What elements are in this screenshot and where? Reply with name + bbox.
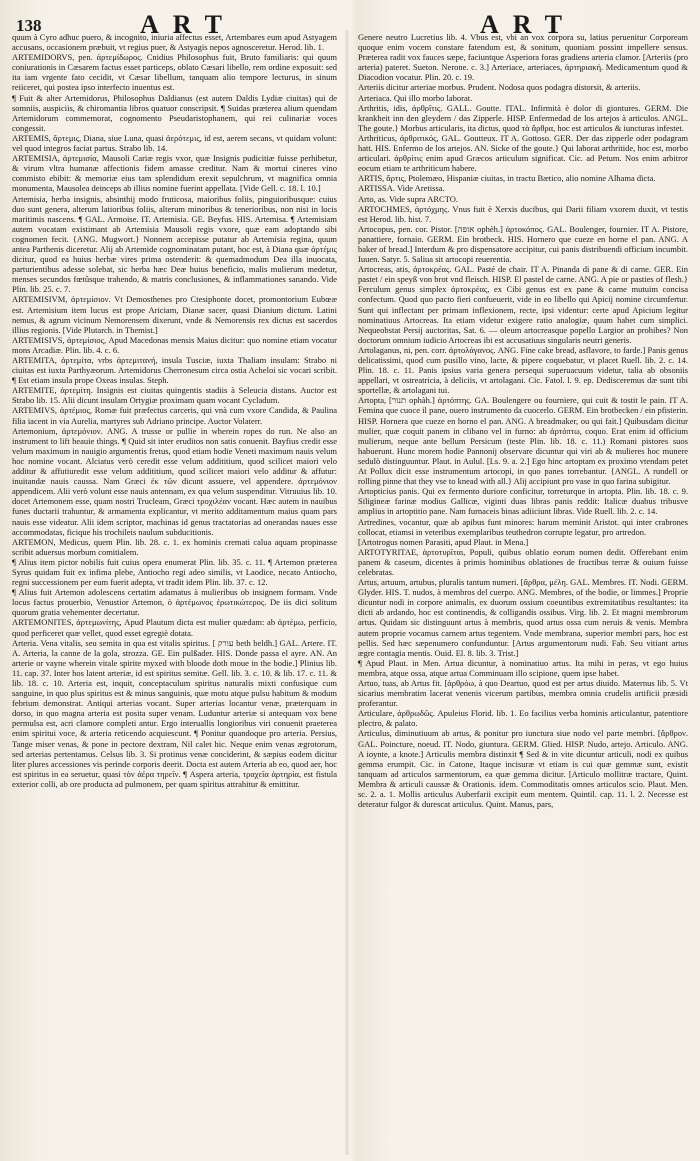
dictionary-entry: Artocopus, pen. cor. Pistor. [אופה ophèh.] ἀρτοκόπος. GAL. Boulenger, fournier. IT A. Pistore, panattiere, fornaio. GERM. Ein brotbeck. HIS. Hornero que cueze en horne el pan. ANG. A baker of bread.] Interdum & pro dispensatore accipitur, cui panis distribuendi officium incumbit. Iuuen. Satyr. 5. Saliua sit artocopi reuerentia. bbox=[358, 223, 688, 265]
dictionary-entry: Arthritis, idis, ἀρθρῖτις. GALL. Goutte. ITAL. Infirmità è dolor di giontures. GERM. Die krankheit inn den gleydern / das Zipperle. HISP. Enfermedad de los artejos à articulos. ANGL. The goute.} Morbus articularis, ita dictus, quod τὰ ἄρθρα, hoc est articulos & iuncturas infestet. bbox=[358, 102, 688, 133]
dictionary-entry: Genere neutro Lucretius lib. 4. Vbus est, vbi an vox corpora su, latius peruenitur Corpoream quoque enim vocem constare fatendum est, & sonitum, quoniam possint impellere sensus. Præterea radit vox fauces sæpe, faciuntque Asperiora foras gradiens arteria clamor. [Arteriis (pro arteria) pateret. Sueton. Nerone. c. 3.] Arteriace, arteriaces, ἀρτηριακή. Medicamentum quod & Diacodion vocatur. Plin. 20. c. 19. bbox=[358, 32, 688, 83]
dictionary-entry: Artolaganus, ni, pen. corr. ἀρτολάγανος. ANG. Fine cake bread, asflavore, to farde.] Panis genus delicatissimi, quod cum pusillo vino, lacte, & pipere coquebatur, vt placet Ruell. lib. 2. c. 14. Plin. 18. c. 11. Panis ipsius varia genera persequi superuacuum videtur, talia ab obsoniis appellari, vt ostreatricia, à deliciis, vt artolagani. Cic. Fatol. l. 9. ep. Dedisceremus dæ sunt tibi sportellæ, & artolagani tui. bbox=[358, 344, 688, 396]
dictionary-entry: ¶ Alius item pictor nobilis fuit cuius opera enumerat Plin. lib. 35. c. 11. ¶ Artemon præterea Syrus quidam fuit ex infima plebe, Antiocho regi adeo similis, vt Laodice, necato Antiocho, regni successionem per eum fuerit adepta, vt tradit idem Plin. lib. 37. c. 12. bbox=[12, 556, 337, 588]
dictionary-entry: quum à Cyro adhuc puero, & incognito, iniuria affectus esset, Artembares eum apud Astyagem accusans, occasionem præbuit, vt regius puer, & Astyagis nepos agnosceretur. Herod. lib. 1. bbox=[12, 32, 337, 53]
dictionary-entry: ¶ Fuit & alter Artemidorus, Philosophus Daldianus (est autem Daldis Lydiæ ciuitas) qui de somniis, auspiciis, & chiromantia libros quatuor conscripsit. ¶ Suidas præterea alium quendam Artemidorum commemorat, cognomento Pseudaristophanem, qui rei culinariæ voces congessit. bbox=[12, 92, 337, 133]
dictionary-entry: Arteria. Vena vitalis, seu semita in qua est vitalis spiritus. [ עורק beth beldh.] GAL. Artere. IT. A. Arteria, la canne de la gola, strozza. GE. Ein pulßader. HIS. Donde passa el ayre. AN. An arterie or vayne wherein vitale spirite myxed with bloode doth moue in the bodie.] Plinius lib. 11. cap. 37. Inter hos latent arteriæ, id est spiritus semitæ. Gell. lib. 3. c. 10. & lib. 17. c. 11. & lib. 18. c. 10. Arteria est, inquit, conceptaculum spiritus naturalis mixti confusique cum sanguine, in quo plus spiritus est & minus sanguinis, quæ motu atque pulsu habitum & modum febrium demonstrat. Antiqui arterias vocant. Super arterias locantur venæ, præterquam in dorso, in quo magna arteria est posita super venam. Luduntur arteriæ si antequam vox bene permulsa est, acri clamore completi antur. Ergo interuallis longioribus viri conuenit praeterea enim spiritui voce, & arteria reticendo acquiescunt. ¶ Ponitur quandoque pro arteria. Persius, Tange miser venas, & pone in pectore dextram, Nil calet hic. Neque enim venas ægrotorum, sed arterias pertentamus. Celsus lib. 3. Si protinus venæ conciderint, & sæpius eodem dicitur liter plures accessiones vis perinde corporis deerit. Docta est autem Arteria ab eo, quod aer, hoc est spiritus in ea seruetur, quasi τὸν ἀέρα τηρεῖν. ¶ Aspera arteria, τραχεῖα ἀρτηρία, est fistula exterior colli, ab ore producta ad pulmonem, per quam spiritus attrahitur & emittitur. bbox=[12, 637, 337, 789]
dictionary-entry: ARTISSA. Vide Aretissa. bbox=[358, 183, 445, 194]
dictionary-entry: ARTEMONITES, ἀρτεμωνίτης, Apud Plautum dicta est mulier quædam: ab ἀρτέμω, perficio, quod perficeret quæ vellet, quod esset egregiè dotata. bbox=[12, 617, 337, 638]
dictionary-entry: ARTEMON, Medicus, quem Plin. lib. 28. c. 1. ex hominis cremati calua aquam propinasse scribit aduersus morbum comitialem. bbox=[12, 536, 337, 557]
dictionary-entry: Articulus, diminutiuum ab artus, & ponitur pro iunctura siue nodo vel parte membri. [ἄρθρον. GAL. Poincture, noeud. IT. Nodo, giuntura. GERM. Glied. HISP. Nudo, artejo. Articulo. ANG. A ioynte, a knote.] Articulis membra distinxit ¶ Sed & in vite dicuntur articuli, nodi ex quibus gemma erumpit. Cic. in Catone, Itaque incisuræ vt etiam is cui quæ gemmæ sunt, existit tanquam ad articulos sarmentorum, ea quæ gemma dicitur. [Articulo mollitræ tractare, Quint. Membra & articuli caussæ & Orationis. idem. Commoditatis omnes articulos scio. Plaut. Men. sc. 2. a. 1. Mollis articulus Auberfarii excipit eum mentem. Quintil. cap. 11. l. 2. Necesse est deteratur fulgor & durescat articulus. Quint. Manus, pars, bbox=[358, 728, 688, 810]
running-head-left: ART bbox=[140, 10, 236, 39]
dictionary-entry: Artemisia, herba insignis, absinthij modo fruticosa, maioribus foliis, pinguioribusque: cuius duo sunt genera, alterum latioribus foliis, alterum minoribus & tenerioribus, non nisi in locis maritimis nascens. ¶ GAL. Armoise. IT. Artemisia. GE. Beyfus. HIS. Artemisa. ¶ Artemisiam autem vocatam existimant ab Artemisia Mausoli regis vxore, quæ eam adoptando sibi cognomen fecit. {ANG. Mugwort.} Nonnem accepisse putatur ab Artemisia regina, quum antea Parthenis diceretur. Alij ab Artemide cognominatam putant, hoc est, à Diana quæ ἀρτέμις dicitur, quod ea huius herbæ vires prima ostenderit: & quemadmodum Dea illa inuocata, parturientibus adesse solebat, sic herba hæc Deæ huius beneficio, malis mulierum medetur, menses secundos fœtûsque trahendo, & matris conclusiones, & inflammationes sanando. Vide Plin. lib. 25. c. 7. bbox=[12, 193, 337, 295]
dictionary-entry: ARTEMITA, ἀρτεμίτα, vrbs ἀρτεμιτανή, insula Tusciæ, iuxta Thaliam insulam: Strabo ni ciuitas est iuxta Parthyæorum. Artemidorus Cherronesum circa ostia Acheloi sic vocari scribit. ¶ Est etiam insula prope Oxeas insulas. Steph. bbox=[12, 355, 337, 386]
dictionary-entry: Artuo, tuas, ab Artus fit. [ἀρθρόω, à quo Deartuo, quod est per artus diuido. Maternus lib. 5. Vt sicarius membratim lacerat venenis vicerum partibus, membra omnia crudelis artificii præsidi proferantur. bbox=[358, 678, 688, 709]
dictionary-entry: ARTEMISIVS, ἀρτεμίσιος, Apud Macedonas mensis Maius dicitur: quo nomine etiam vocatur mons Arcadiæ. Plin. lib. 4. c. 6. bbox=[12, 334, 337, 355]
left-column bbox=[12, 32, 337, 1154]
dictionary-entry: ARTEMITE, ἀρτεμίτη. Insignis est ciuitas quingentis stadiis à Seleucia distans. Auctor est Strabo lib. 15. Alii dicunt insulam Ortygiæ proximam quam vocant Cycladum. bbox=[12, 385, 337, 406]
dictionary-entry: Artredines, vocantur, quæ ab apibus funt minores: harum meminit Aristot. qui inter crabrones collocat, etiamsi in veteribus exemplaribus teuthedron corrupte legatur, pro artredon. bbox=[358, 516, 688, 537]
dictionary-entry: ARTIS, ἄρτις, Ptolemæo, Hispaniæ ciuitas, in tractu Bætico, alio nomine Alhama dicta. bbox=[358, 173, 656, 184]
dictionary-entry: ARTOCHMES, ἀρτόχμης. Vnus fuit è Xerxis ducibus, qui Darii filiam vxorem duxit, vt testis est Herod. lib. hist. 7. bbox=[358, 203, 688, 224]
dictionary-entry: Artopta, [תנור ophàh.] ἀρτόπτης. GA. Boulengere ou fourniere, qui cuit & tostit le pain. IT A. Femina que cuoce il pane, ouero instrumento da cuocerlo. GERM. Ein brotbecken / ein pfisterin. HISP. Hornera que cueze en horno el pan. ANG. A breadmaker, ou qui fait.] Quibusdam dicitur mulier, quæ coquit panem in clibano vel in furno: ab ἀρτόπτω, coquo. Erat enim id officium mulierum, neque ante bellum Persicum (teste Plin. lib. 18. c. 11.) Romani pistores suos habuerunt. Hunc morem hodie Pannonij observare dicuntur qui viri ab & mulieres hoc munere sedulò distinguuntur. Plaut. in Aulul. [Ls. 9. a. 2.] Ego hinc artoptam ex proximo vtendam petet At Pollux dicit esse instrumentum artocopi, in quo panes torrebantur. {ANGL. A rundell or rolling pinne that they vse to knead with all.} Alij accipiunt pro vase in quo farina subigitur. bbox=[358, 395, 688, 487]
dictionary-entry: Arthriticus, ἀρθριτικός, GAL. Goutteux. IT A. Gottoso. GER. Der das zipperle oder podagram hatt. HIS. Enfermo de los artejos. AN. Sicke of the goute.} Qui laborat arthritide, hoc est, morbo articulari. ἀρθρίτις enim apud Græcos articulum significat. Cic. ad Petum. Nos enim arbitror eocum etiam te arthriticum habere. bbox=[358, 132, 688, 174]
dictionary-entry: Artus, artuum, artubus, pluralis tantum numeri. [ἄρθρα, μέλη. GAL. Membres. IT. Nodi. GERM. Glyder. HIS. T. nudos, à membros del cuerpo. ANG. Membres, of the bodie, or limmes.] Proprie dicuntur nodi in corpore animalis, ex duorum ossium coeuntibus extremitatibus resultantes: ita dicti ab ardando, hoc est continendis, & colligandis ossibus. Virg. lib. 2. Et magni membrorum artus. Quidam sic distinguunt artus à membris, quod artus ossa cum neruis & venis. Membra autem proprie vocamus carnem artus tegentem. Vnde membrana, superior membri pars, hoc est pellis. Sed hæc sæpenumero confunduntur. [Artus argumentorum nudi. Fab. Seu vitiant artus ægre contagia mentis. Ouid. El. 8. lib. 3. Trist.] bbox=[358, 577, 688, 658]
dictionary-entry: Artocreas, atis, ἀρτοκρέας. GAL. Pasté de chair. IT A. Pinanda di pane & di carne. GER. Ein pastet / ein speyß von brot vnd fleisch. HISP. El pastel de carne. ANG. A pie or pasties of flesh.} Ferculum genus simplex ἀρτοκρέας, ex Cibi genus est ex pane & carne mutuim concisa confectum. Quod quo pacto fieri confueuerit, vide in eo libello qui Apicij nomine circumfertur. Sunt qui inflectant per primam inflexionem, recte, ipsi videntur: certe apud Apicium legitur nominatiuus Artocreas. Ita etiam videtur exigere ratio analogiæ, quum habet cum simplici. Nequeobstat Persij auctoritas, Sat. 6. — oleum artocreasque popello Largior an prohibes? Non doctorum omnium iudicio Artocreas ibi est accusatiuus singularis neutri generis. bbox=[358, 264, 688, 345]
dictionary-entry: ¶ Apud Plaut. in Men. Artua dicuntur, à nominatiuo artus. Ita mihi in peras, vt ego huius membra, atque ossa, atque artua Comminuam illo scipione, quem ipse habet. bbox=[358, 657, 688, 678]
dictionary-entry: ARTEMISIVM, ἀρτεμίσιον. Vt Demosthenes pro Ctesiphonte docet, promontorium Eubœæ est. Artemisium item lucus est prope Ariciam, Dianæ sacer, quasi Dianium dictum. Latini nemus, & agrum vicinum Nemorensem dixerunt, vnde & Nemorensis rex dictus est sacerdos illius regionis. [Vide Plutarch. in Themist.] bbox=[12, 294, 337, 335]
dictionary-entry: ARTEMIVS, ἀρτέμιος, Romæ fuit præfectus carceris, qui vnà cum vxore Candida, & Paulina filia iacent in via Aurelia, martyres sub Adriano principe. Auctor Volaterr. bbox=[12, 405, 337, 426]
dictionary-entry: Arteriis dicitur arteriae morbus. Prudent. Nodosa quos podagra distorsit, & arteriis. bbox=[358, 82, 641, 93]
dictionary-entry: ARTEMISIA, ἀρτεμισία, Mausoli Cariæ regis vxor, quæ Insignis pudicitiæ fuisse perhibetur, & virum vltra humanæ affectionis fidem amasse creditur. Nam & mortui cineres vino commisto ebibit: & memoriæ eius tam splendidum erexit sepulchrum, vt magnifica omnia monumenta, Mausolea deinceps ab illius nomine fuerint appellata. [Vide Gell. c. 18. l. 10.] bbox=[12, 153, 337, 194]
dictionary-entry: ARTOTYRITAE, ἀρτοτυρῖται, Populi, quibus oblatio eorum nomen dedit. Offerebant enim panem & caseum, dicentes à primis hominibus oblationes de fructibus terræ & ouium fuisse celebratas. bbox=[358, 546, 688, 577]
dictionary-entry: ¶ Alius fuit Artemon adolescens certatim adamatus à mulieribus ob insignem formam. Vnde locus factus prouerbio, Venustior Artemon, ὁ ἀρτέμωνος ἐρωτικώτερος. De iis dici solitum quorum gratia vehementer decertatur. bbox=[12, 587, 337, 618]
dictionary-entry: [Artotrogus nomen Parasiti, apud Plaut. in Mena.] bbox=[358, 536, 529, 547]
dictionary-entry: ARTEMIDORVS, pen. ἀρτεμίδωρος. Cnidius Philosophus fuit, Bruto familiaris: qui quum coniurationis in Cæsarem factus esset particeps, oblato Cæsari libello, rem ordine exposuit: sed ita iam vrgente fato cecidit, vt Cæsar libellum, tanquam alio tempore lecturus, in sinum reiiceret, qui postea ipso interfecto inuentus est. bbox=[12, 52, 337, 93]
page-number: 138 bbox=[16, 16, 42, 35]
right-column bbox=[358, 32, 688, 1154]
dictionary-entry: Articulare, ἀρθρωδῶς. Apuleius Florid. lib. 1. Eo facilius verba hominis articulantur, patentiore plectro, & palato. bbox=[358, 708, 688, 729]
dictionary-entry: Arto, as. Vide supra ARCTO. bbox=[358, 193, 458, 204]
running-head-right: ART bbox=[480, 10, 576, 39]
dictionary-entry: Artemonium, ἀρτεμόνιον. ANG. A trusse or pullie in wherein ropes do run. Ne also an instrument to lift heauie things. ¶ Quid sit inter eruditos non satis conuenit. Bayfius credit esse velum maximum in nauigio argumentis fretus, quod etiam hodie Veneti maximum nauis velum hoc nomine vocant. Alciatus verò ceredit esse velum addititium, quod scilicet maiori velo additur & affutiuredit esse velum addititium, quod scilicet maiori velo additur & affutur: inuitandæ nauis caussa. Nam Græci ἐκ τῶν dicunt assuere, vel appendere. ἀρτεμόνιον appendicem. Alii verò volunt esse nauis antennam, ex qua velum suspenditur. Vitruuius lib. 10. docet Artemonem esse, quam nostri Trucleam, Græci τροχιλέαν vocant. Hæc autem in nauibus funes ductarii trahuntur, & armamenta explicantur, vt merito additamentum maius quam pars nauis esse videatur. Alii idem scriptor, machinas id genus tractatorias ad onerandas naues esse accommodatas, ficique his trochileis naulum subducitionis. bbox=[12, 425, 337, 537]
dictionary-entry: Arteriaca. Qui illo morbo laborat. bbox=[358, 92, 473, 103]
dictionary-entry: Artopticius panis. Qui ex fermento duriore conficitur, torreturque in artopta. Plin. lib. 18. c. 9. Siligineæ farinæ modius Gallicæ, viginti duas libras panis reddit: Italicæ duabus tribusve amplius in artoptitio pane. Nam furnaceis binas adiiciunt libras. Vide Ruell. lib. 2. c. 14. bbox=[358, 486, 688, 517]
column-gutter bbox=[345, 30, 349, 1155]
dictionary-entry: ARTEMIS, ἄρτεμις, Diana, siue Luna, quasi ἀερότεμις, id est, aerem secans, vt quidam volunt: vel quod integros faciat partus. Strabo lib. 14. bbox=[12, 132, 337, 154]
